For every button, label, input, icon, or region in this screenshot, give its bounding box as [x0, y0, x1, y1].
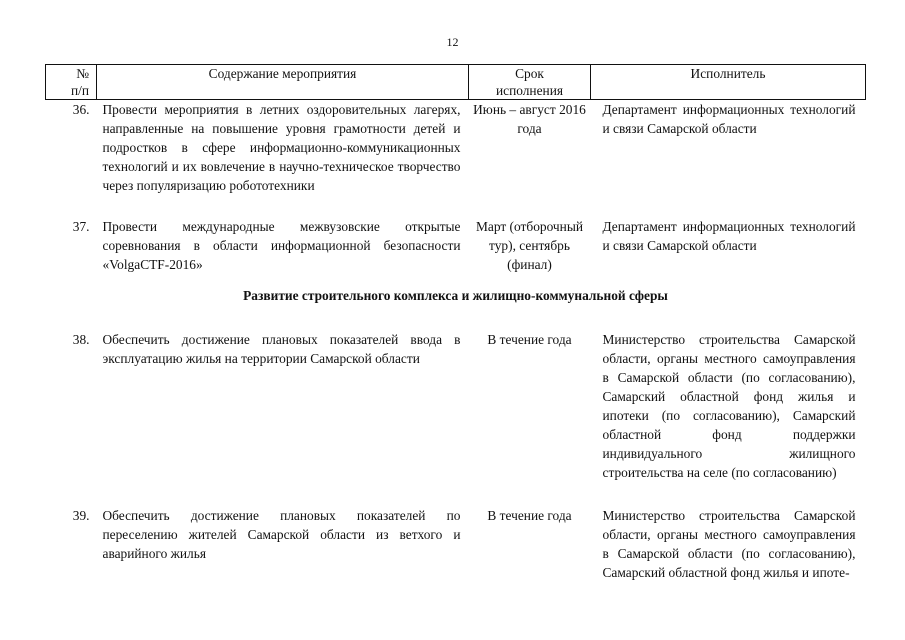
row-executor: Департамент информационных технологий и связи Самарской области [602, 102, 856, 136]
row-deadline: В течение года [487, 508, 572, 523]
header-number-abbr: п/п [70, 83, 89, 98]
row-number: 38. [72, 332, 90, 347]
header-deadline [469, 65, 591, 100]
header-content: Содержание мероприятия [97, 65, 469, 100]
row-content: Провести международные межвузовские открытые соревнования в области информационной безопасности «VolgaCTF-2016» [102, 219, 461, 272]
page-number: 12 [446, 35, 459, 49]
row-executor: Министерство строительства Самарской области, органы местного самоуправления в Самарской области (по согласованию), Самарский областной фонд жилья и ипотеки (по согласованию), Самарский областной фонд поддержки индивидуального жилищного строительства на селе (по согласованию) [602, 332, 856, 480]
table-row [46, 506, 866, 582]
section-title: Развитие строительного комплекса и жилищно-коммунальной сферы [243, 288, 668, 303]
header-deadline-line2: исполнения [495, 83, 564, 98]
table-row [46, 330, 866, 506]
row-executor: Департамент информационных технологий и связи Самарской области [602, 219, 856, 253]
row-number: 39. [72, 508, 90, 523]
header-number [46, 65, 97, 100]
row-deadline: Март (отборочный тур), сентябрь (финал) [475, 219, 583, 272]
header-deadline-line1: Срок [515, 66, 544, 81]
row-deadline: В течение года [487, 332, 572, 347]
row-executor: Министерство строительства Самарской области, органы местного самоуправления в Самарской области (по согласованию), Самарский областной фонд жилья и ипоте- [602, 508, 856, 580]
row-content: Обеспечить достижение плановых показателей ввода в эксплуатацию жилья на территории Самарской области [102, 332, 461, 366]
table-header [46, 65, 866, 100]
row-deadline: Июнь – август 2016 года [473, 102, 586, 136]
row-content: Провести мероприятия в летних оздоровительных лагерях, направленные на повышение уровня грамотности детей и подростков в сфере информационно-коммуникационных технологий и их вовлечение в научно-техническое творчество через популяризацию робототехники [102, 102, 461, 193]
row-number: 37. [72, 219, 90, 234]
row-number: 36. [72, 102, 90, 117]
header-executor: Исполнитель [591, 65, 866, 100]
table-row [46, 217, 866, 286]
header-number-sign: № [76, 66, 89, 81]
section-heading-row [46, 286, 866, 330]
row-content: Обеспечить достижение плановых показателей по переселению жителей Самарской области из ветхого и аварийного жилья [102, 508, 461, 561]
table-row [46, 100, 866, 218]
action-plan-table [45, 64, 866, 582]
